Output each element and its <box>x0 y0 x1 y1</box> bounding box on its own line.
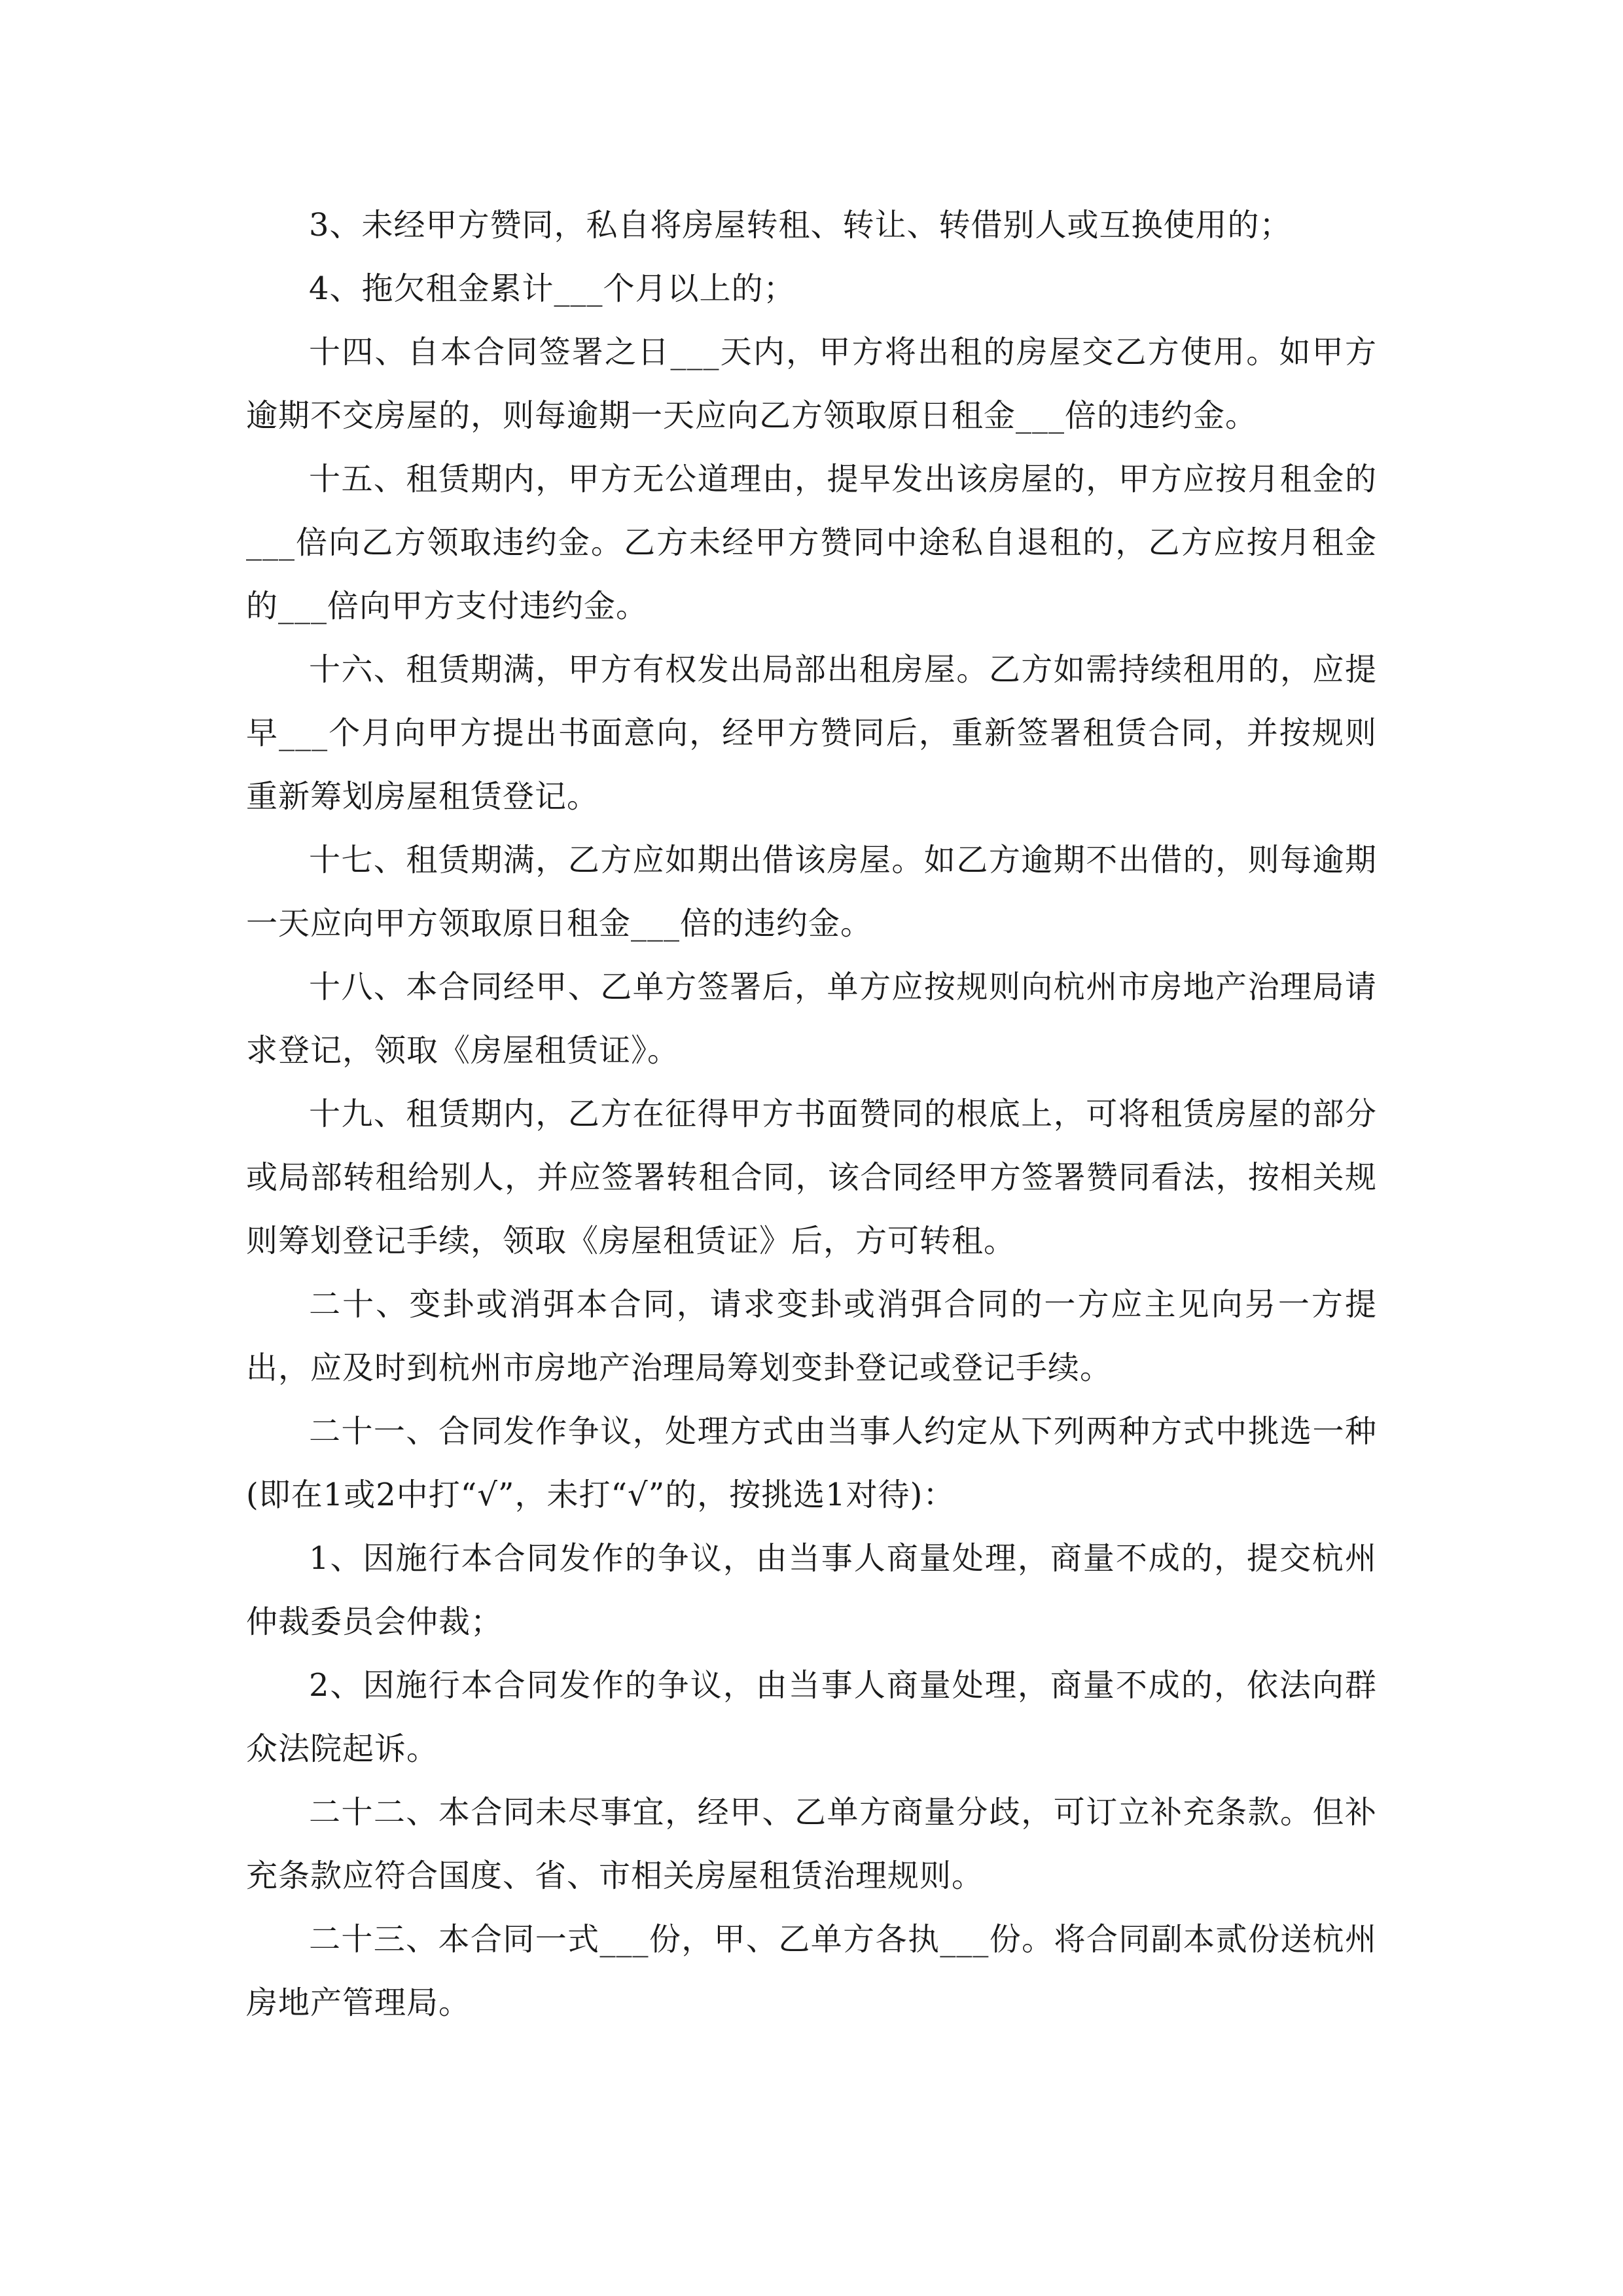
clause-21-option-2: 2、因施行本合同发作的争议，由当事人商量处理，商量不成的，依法向群众法院起诉。 <box>246 1667 1377 1767</box>
clause-14: 十四、自本合同签署之日___天内，甲方将出租的房屋交乙方使用。如甲方逾期不交房屋的，则每逾期一天应向乙方领取原日租金___倍的违约金。 <box>246 334 1377 434</box>
clause-21: 二十一、合同发作争议，处理方式由当事人约定从下列两种方式中挑选一种(即在1或2中打“√”，未打“√”的，按挑选1对待)： <box>246 1413 1377 1513</box>
clause-17: 十七、租赁期满，乙方应如期出借该房屋。如乙方逾期不出借的，则每逾期一天应向甲方领取原日租金___倍的违约金。 <box>246 842 1377 942</box>
clause-15: 十五、租赁期内，甲方无公道理由，提早发出该房屋的，甲方应按月租金的___倍向乙方领取违约金。乙方未经甲方赞同中途私自退租的，乙方应按月租金的___倍向甲方支付违约金。 <box>246 461 1377 624</box>
clause-4: 4、拖欠租金累计___个月以上的； <box>309 270 796 307</box>
clause-20: 二十、变卦或消弭本合同，请求变卦或消弭合同的一方应主见向另一方提出，应及时到杭州市房地产治理局筹划变卦登记或登记手续。 <box>246 1286 1377 1386</box>
clause-23: 二十三、本合同一式___份，甲、乙单方各执___份。将合同副本贰份送杭州房地产管理局。 <box>246 1921 1377 2021</box>
clause-22: 二十二、本合同未尽事宜，经甲、乙单方商量分歧，可订立补充条款。但补充条款应符合国度、省、市相关房屋租赁治理规则。 <box>246 1794 1377 1894</box>
clause-19: 十九、租赁期内，乙方在征得甲方书面赞同的根底上，可将租赁房屋的部分或局部转租给别人，并应签署转租合同，该合同经甲方签署赞同看法，按相关规则筹划登记手续，领取《房屋租赁证》后，方可转租。 <box>246 1096 1377 1259</box>
clause-18: 十八、本合同经甲、乙单方签署后，单方应按规则向杭州市房地产治理局请求登记，领取《房屋租赁证》。 <box>246 969 1377 1069</box>
document-body <box>246 194 1377 2035</box>
clause-3: 3、未经甲方赞同，私自将房屋转租、转让、转借别人或互换使用的； <box>309 207 1292 243</box>
clause-16: 十六、租赁期满，甲方有权发出局部出租房屋。乙方如需持续租用的，应提早___个月向甲方提出书面意向，经甲方赞同后，重新签署租赁合同，并按规则重新筹划房屋租赁登记。 <box>246 651 1377 815</box>
clause-21-option-1: 1、因施行本合同发作的争议，由当事人商量处理，商量不成的，提交杭州仲裁委员会仲裁； <box>246 1540 1377 1640</box>
